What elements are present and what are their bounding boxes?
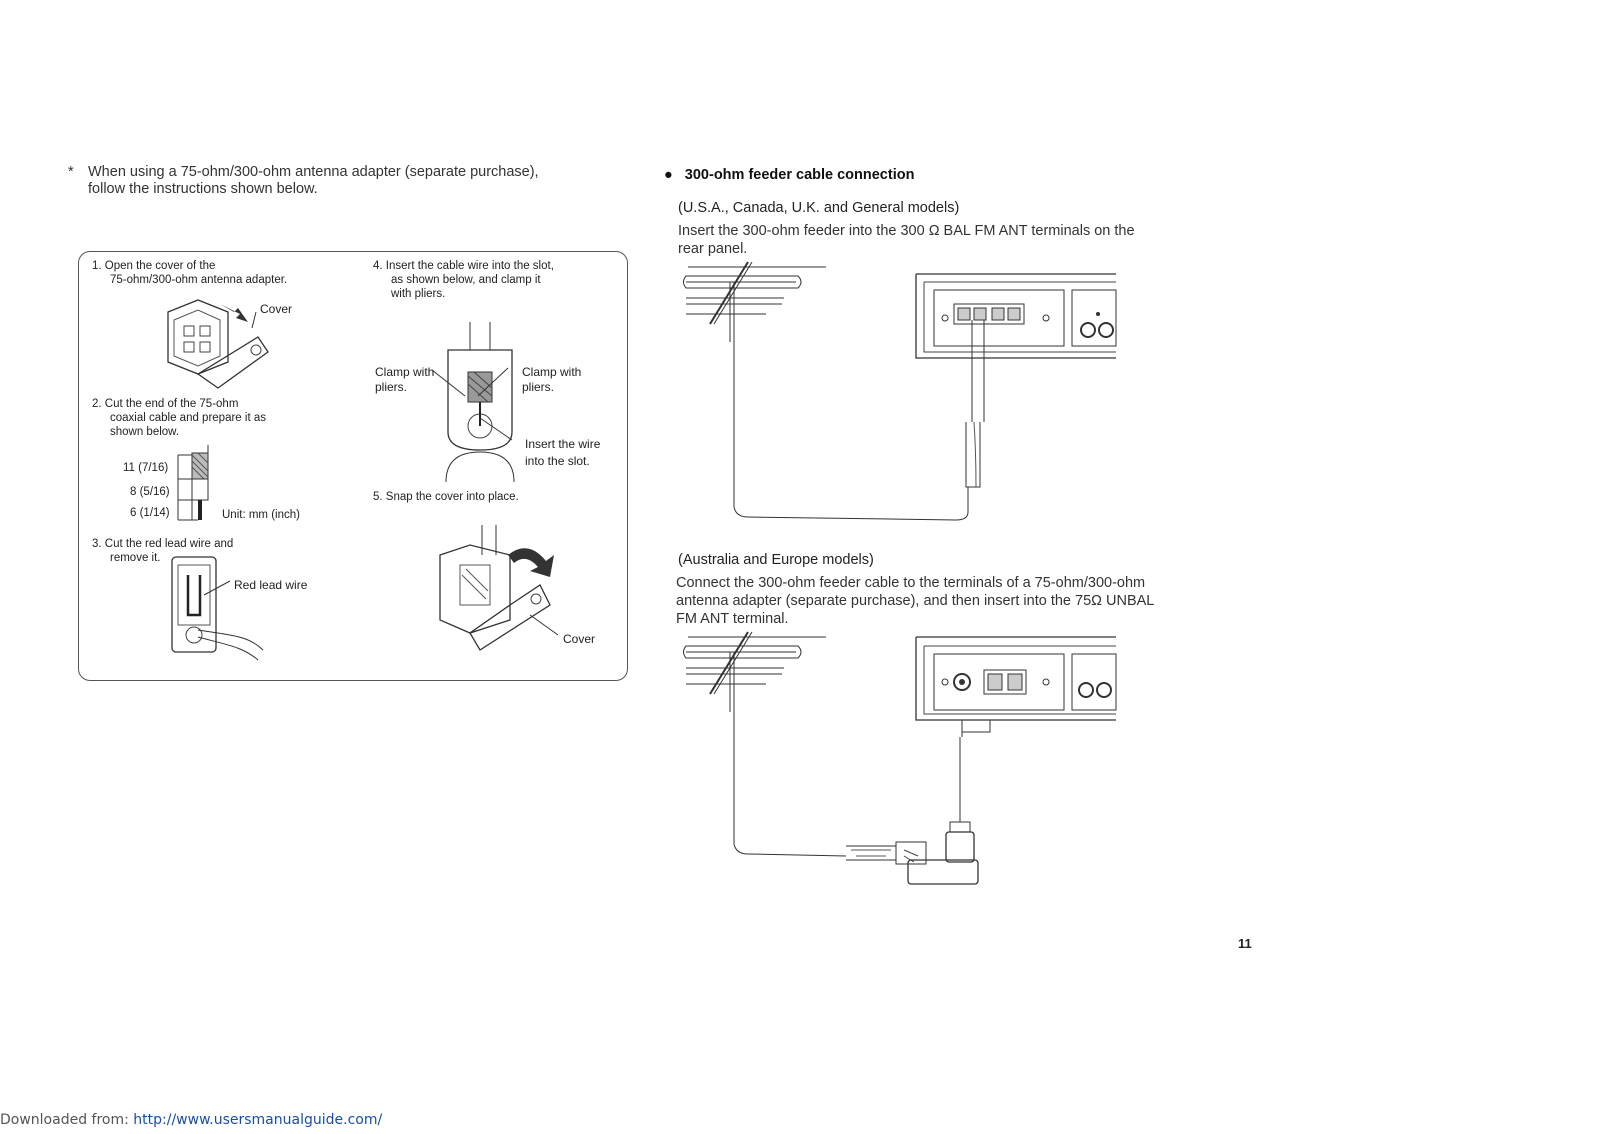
cover-label-2: Cover bbox=[563, 632, 596, 646]
eu-connection-diagram bbox=[686, 632, 1116, 904]
heading-text: 300-ohm feeder cable connection bbox=[684, 167, 915, 183]
usa-title: (U.S.A., Canada, U.K. and General models) bbox=[678, 200, 960, 216]
clamp-left-label bbox=[375, 365, 434, 395]
red-lead-illustration bbox=[168, 555, 278, 665]
clamp-left-line-2: pliers. bbox=[375, 380, 408, 394]
insert-wire-line-1: Insert the wire bbox=[525, 437, 601, 451]
step-4-line-2: as shown below, and clamp it bbox=[391, 274, 541, 286]
page-number: 11 bbox=[1238, 936, 1252, 951]
step-1-text bbox=[92, 259, 287, 287]
intro-line-2: follow the instructions shown below. bbox=[88, 181, 318, 197]
cover-label-1: Cover bbox=[260, 302, 293, 316]
eu-line-2: antenna adapter (separate purchase), and then insert into the 75Ω UNBAL bbox=[676, 593, 1155, 609]
clamp-right-label bbox=[522, 365, 581, 395]
eu-paragraph bbox=[676, 574, 1236, 628]
step-4-line-1: 4. Insert the cable wire into the slot, bbox=[373, 260, 554, 272]
coax-strip-diagram bbox=[178, 445, 218, 525]
clamp-left-line-1: Clamp with bbox=[375, 365, 435, 379]
insert-wire-label bbox=[525, 436, 600, 470]
step-5-text: 5. Snap the cover into place. bbox=[373, 491, 519, 503]
dim-6mm: 6 (1/14) bbox=[130, 507, 170, 519]
step-2-line-1: 2. Cut the end of the 75-ohm bbox=[92, 398, 239, 410]
dim-8mm: 8 (5/16) bbox=[130, 486, 170, 498]
step-3-line-2: remove it. bbox=[110, 552, 161, 564]
red-lead-label: Red lead wire bbox=[234, 578, 308, 592]
usa-line-2: rear panel. bbox=[678, 241, 748, 257]
step-3-line-1: 3. Cut the red lead wire and bbox=[92, 538, 234, 550]
step-2-text bbox=[92, 397, 266, 439]
step-1-line-2: 75-ohm/300-ohm antenna adapter. bbox=[110, 274, 288, 286]
section-heading bbox=[664, 167, 914, 183]
footer-prefix: Downloaded from: bbox=[0, 1112, 134, 1128]
usa-connection-diagram bbox=[686, 262, 1116, 537]
step-1-line-1: 1. Open the cover of the bbox=[92, 260, 216, 272]
step-2-line-2: coaxial cable and prepare it as bbox=[110, 412, 266, 424]
eu-line-1: Connect the 300-ohm feeder cable to the terminals of a 75-ohm/300-ohm bbox=[676, 575, 1146, 591]
step-2-line-3: shown below. bbox=[110, 426, 180, 438]
footer bbox=[0, 1112, 382, 1128]
clamp-right-line-1: Clamp with bbox=[522, 365, 582, 379]
step-4-line-3: with pliers. bbox=[391, 288, 446, 300]
dim-11mm: 11 (7/16) bbox=[123, 462, 169, 474]
insert-wire-line-2: into the slot. bbox=[525, 454, 590, 468]
unit-label: Unit: mm (inch) bbox=[222, 509, 300, 521]
eu-line-3: FM ANT terminal. bbox=[676, 611, 789, 627]
eu-title: (Australia and Europe models) bbox=[678, 552, 874, 568]
step-4-text bbox=[373, 259, 554, 301]
asterisk: * bbox=[68, 164, 74, 180]
clamp-right-line-2: pliers. bbox=[522, 380, 555, 394]
usa-line-1: Insert the 300-ohm feeder into the 300 Ω BAL FM ANT terminals on the bbox=[678, 223, 1135, 239]
bullet-icon: ● bbox=[664, 167, 673, 183]
footer-link[interactable]: http://www.usersmanualguide.com/ bbox=[133, 1112, 383, 1128]
intro-note bbox=[68, 164, 628, 198]
usa-paragraph bbox=[678, 222, 1238, 258]
intro-line-1: When using a 75-ohm/300-ohm antenna adapter (separate purchase), bbox=[88, 164, 539, 180]
